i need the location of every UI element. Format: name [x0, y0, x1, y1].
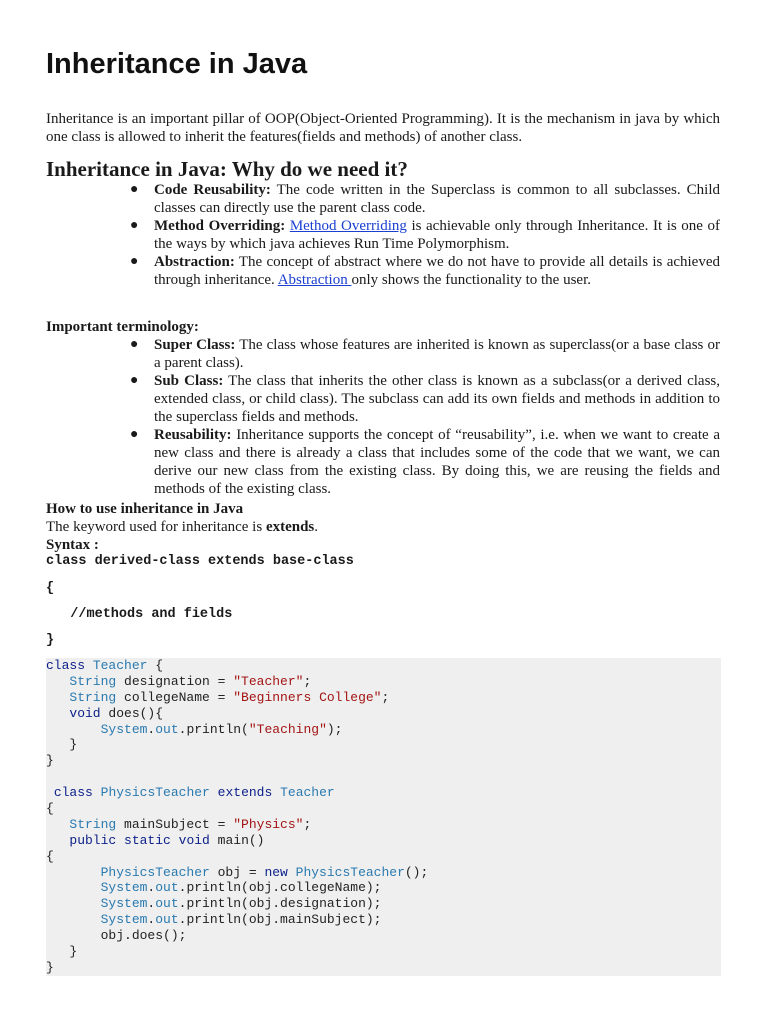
code-line [46, 769, 428, 785]
code-token: obj = [209, 864, 265, 880]
code-line [46, 785, 428, 801]
code-token [46, 880, 101, 895]
code-token: "Teaching" [248, 721, 327, 737]
why-heading: Inheritance in Java: Why do we need it? [46, 157, 408, 181]
code-line [46, 912, 428, 928]
code-token [288, 865, 296, 880]
code-token [210, 785, 218, 800]
code-token: main() [209, 832, 265, 848]
list-item-super-class [130, 336, 720, 372]
why-list [130, 181, 721, 289]
code-line [46, 706, 428, 722]
code-token: ; [381, 689, 390, 705]
code-token [93, 785, 101, 800]
code-token: ); [326, 721, 343, 737]
term-label: Abstraction: [154, 254, 235, 270]
term-description: The concept of abstract where we do not have to provide all details is achieved through inheritance. [154, 254, 720, 288]
code-token: String [69, 673, 117, 689]
code-token [46, 690, 69, 705]
code-token: "Physics" [233, 816, 304, 832]
syntax-label: Syntax : [46, 537, 99, 553]
code-token: new [264, 864, 288, 880]
code-line [46, 880, 428, 896]
bullet-icon: ● [130, 218, 139, 233]
code-token: "Beginners College" [233, 689, 382, 705]
term-description: The code written in the Superclass is common to all subclasses. Child classes can directly use the parent class code. [154, 182, 720, 216]
bullet-icon: ● [130, 182, 139, 197]
code-token [46, 674, 69, 689]
code-token: void [69, 705, 101, 721]
code-token: PhysicsTeacher [100, 785, 210, 801]
how-heading: How to use inheritance in Java [46, 501, 244, 517]
code-line [46, 944, 428, 960]
term-description: The class whose features are inherited is known as superclass(or a base class or a parent class). [154, 337, 720, 371]
bullet-icon: ● [130, 254, 139, 269]
code-block [46, 658, 721, 976]
code-line [46, 849, 428, 865]
code-line [46, 690, 428, 706]
code-token [46, 833, 69, 848]
code-token: . [147, 880, 156, 896]
code-token: void [178, 832, 210, 848]
code-line [46, 753, 428, 769]
code-token: .println( [178, 721, 249, 737]
code-token: ; [303, 673, 312, 689]
list-item-code-reusability [130, 181, 720, 217]
code-line [46, 896, 428, 912]
code-token: class [53, 785, 93, 801]
code-line [46, 722, 428, 738]
code-token: public [69, 832, 117, 848]
code-token: designation = [116, 673, 234, 689]
code-token: mainSubject = [116, 816, 234, 832]
code-token [46, 912, 101, 927]
code-token [46, 817, 69, 832]
code-token: System [100, 721, 148, 737]
code-token: does(){ [100, 705, 164, 721]
code-token: "Teacher" [233, 673, 304, 689]
code-line [46, 801, 428, 817]
code-token: extends [217, 785, 273, 801]
code-token: .println(obj.collegeName); [178, 880, 382, 896]
code-line [46, 658, 428, 674]
code-token: } [46, 944, 78, 960]
terminology-list [130, 336, 720, 498]
code-token: Teacher [280, 785, 335, 801]
code-token: System [100, 912, 148, 928]
code-line [46, 865, 428, 881]
term-description-end: only shows the functionality to the user. [351, 272, 592, 288]
code-token: static [124, 832, 171, 848]
code-token: .println(obj.mainSubject); [178, 912, 382, 928]
code-token: } [46, 753, 54, 769]
code-token [171, 833, 179, 848]
page-title: Inheritance in Java [46, 48, 308, 80]
term-label: Reusability: [154, 427, 232, 443]
term-label: Code Reusability: [154, 182, 271, 198]
code-token: out [155, 721, 179, 737]
code-token: . [147, 912, 156, 928]
code-token: String [69, 689, 117, 705]
code-line [46, 960, 428, 976]
code-token: System [100, 896, 148, 912]
code-token: . [147, 896, 156, 912]
code-token [85, 658, 93, 673]
term-label: Sub Class: [154, 373, 224, 389]
code-line [46, 833, 428, 849]
code-token: out [155, 896, 179, 912]
list-item-reusability [130, 426, 720, 498]
code-token: System [100, 880, 148, 896]
code-token [46, 785, 54, 800]
code-token [46, 722, 101, 737]
code-token: (); [404, 864, 429, 880]
code-token: PhysicsTeacher [100, 864, 210, 880]
code-token: PhysicsTeacher [295, 864, 405, 880]
keyword-text: The keyword used for inheritance is [46, 519, 266, 535]
code-token: ; [303, 816, 312, 832]
syntax-line: { [46, 581, 55, 596]
code-listing [46, 658, 428, 976]
abstraction-link[interactable]: Abstraction [277, 272, 352, 288]
code-token [46, 706, 69, 721]
code-token [46, 896, 101, 911]
code-line [46, 928, 428, 944]
keyword-period: . [314, 519, 319, 535]
keyword-extends: extends [265, 519, 315, 535]
code-line [46, 737, 428, 753]
code-token [46, 865, 101, 880]
bullet-icon: ● [130, 373, 139, 388]
terminology-heading: Important terminology: [46, 319, 199, 335]
term-description-end: is achievable only through Inheritance. It is one of the ways by which java achieves Run Time Polymorphism. [154, 218, 721, 252]
term-label: Super Class: [154, 337, 236, 353]
syntax-line: class derived-class extends base-class [46, 554, 354, 569]
code-token [272, 785, 280, 800]
bullet-icon: ● [130, 337, 139, 352]
code-token: . [147, 721, 156, 737]
code-token: { [46, 848, 54, 864]
keyword-sentence [46, 518, 318, 536]
method-overriding-link[interactable]: Method Overriding [289, 218, 407, 234]
code-token: { [46, 801, 54, 817]
syntax-line: //methods and fields [46, 607, 233, 622]
code-token: Teacher [92, 658, 148, 673]
code-line [46, 674, 428, 690]
code-token: .println(obj.designation); [178, 896, 382, 912]
code-line [46, 817, 428, 833]
code-token: } [46, 959, 54, 975]
list-item-abstraction [130, 253, 720, 289]
code-token: { [147, 658, 164, 673]
code-token [116, 833, 124, 848]
term-description: Inheritance supports the concept of “reusability”, i.e. when we want to create a new class and there is already a class that includes some of the code that we want, we can derive our new class from the existing class. By doing this, we are reusing the fields and methods of the existing class. [154, 427, 720, 497]
code-token: collegeName = [116, 689, 234, 705]
bullet-icon: ● [130, 427, 139, 442]
term-description: The class that inherits the other class is known as a subclass(or a derived class, extended class, or child class). The subclass can add its own fields and methods in addition to the superclass fields and methods. [154, 373, 720, 425]
list-item-sub-class [130, 372, 720, 426]
code-token: out [155, 880, 179, 896]
code-token: class [46, 658, 86, 673]
code-token: out [155, 912, 179, 928]
code-token: obj.does(); [46, 928, 187, 944]
list-item-method-overriding [130, 217, 721, 253]
term-label: Method Overriding: [154, 218, 286, 234]
code-token: } [46, 737, 78, 753]
intro-paragraph: Inheritance is an important pillar of OOP(Object-Oriented Programming). It is the mechanism in java by which one class is allowed to inherit the features(fields and methods) of another class. [46, 111, 720, 145]
syntax-line: } [46, 633, 55, 648]
code-token: String [69, 816, 117, 832]
